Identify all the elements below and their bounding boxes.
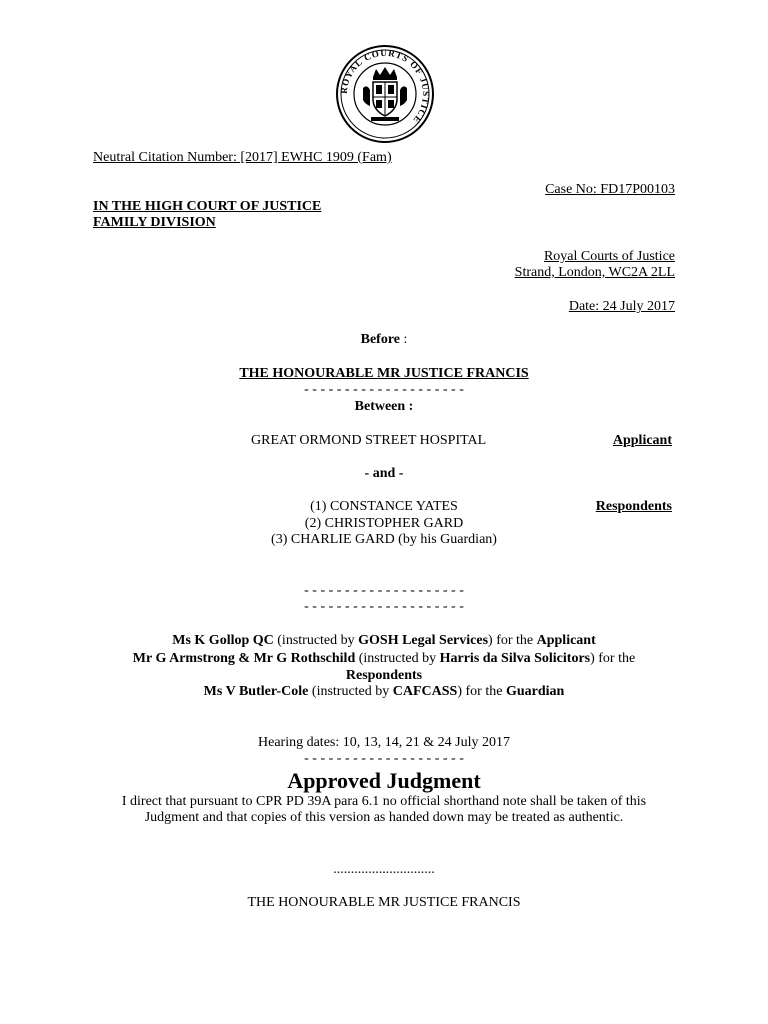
before-label bbox=[0, 332, 768, 348]
court-division: FAMILY DIVISION bbox=[93, 215, 216, 230]
direction-line-2: Judgment and that copies of this version as handed down may be treated as authentic. bbox=[144, 810, 624, 825]
counsel-name: Mr G Armstrong & Mr G Rothschild bbox=[132, 651, 356, 666]
counsel-instructed: (instructed by bbox=[273, 633, 359, 648]
respondent-3: (3) CHARLIE GARD (by his Guardian) bbox=[271, 532, 497, 547]
hearing-dates: Hearing dates: 10, 13, 14, 21 & 24 July 2017 bbox=[258, 735, 510, 750]
judge-name: THE HONOURABLE MR JUSTICE FRANCIS bbox=[239, 366, 529, 381]
dashed-rule: - - - - - - - - - - - - - - - - - - - - bbox=[304, 382, 464, 397]
direction-line-1: I direct that pursuant to CPR PD 39A para 6.1 no official shorthand note shall be taken of this bbox=[121, 794, 647, 809]
counsel-party: Applicant bbox=[536, 633, 596, 648]
court-address-line1: Royal Courts of Justice bbox=[543, 249, 675, 264]
counsel-for: ) for the bbox=[488, 633, 537, 648]
signatory-name: THE HONOURABLE MR JUSTICE FRANCIS bbox=[247, 895, 521, 910]
counsel-respondents bbox=[0, 651, 768, 667]
dashed-rule: - - - - - - - - - - - - - - - - - - - - bbox=[304, 583, 464, 598]
counsel-instructed: (instructed by bbox=[308, 684, 393, 699]
counsel-name: Ms K Gollop QC bbox=[172, 633, 274, 648]
judgment-date: Date: 24 July 2017 bbox=[568, 299, 675, 314]
and-separator: - and - bbox=[364, 466, 404, 481]
approved-judgment-title: Approved Judgment bbox=[287, 768, 481, 793]
counsel-firm: GOSH Legal Services bbox=[358, 633, 489, 648]
court-name: IN THE HIGH COURT OF JUSTICE bbox=[93, 199, 322, 214]
counsel-respondents-party: Respondents bbox=[345, 668, 423, 683]
counsel-firm: CAFCASS bbox=[392, 684, 458, 699]
counsel-for: ) for the bbox=[590, 651, 636, 666]
counsel-applicant bbox=[0, 633, 768, 649]
case-number: Case No: FD17P00103 bbox=[545, 182, 675, 197]
respondents-role: Respondents bbox=[595, 499, 672, 514]
counsel-party: Guardian bbox=[505, 684, 565, 699]
court-address-line2: Strand, London, WC2A 2LL bbox=[514, 265, 675, 280]
counsel-name: Ms V Butler-Cole bbox=[203, 684, 309, 699]
counsel-guardian bbox=[0, 684, 768, 700]
before-label-colon: : bbox=[400, 332, 408, 347]
neutral-citation: Neutral Citation Number: [2017] EWHC 1909 (Fam) bbox=[93, 150, 392, 165]
respondent-1: (1) CONSTANCE YATES bbox=[310, 499, 458, 514]
dashed-rule: - - - - - - - - - - - - - - - - - - - - bbox=[304, 599, 464, 614]
dashed-rule: - - - - - - - - - - - - - - - - - - - - bbox=[304, 751, 464, 766]
between-label: Between : bbox=[354, 399, 414, 414]
before-label-text: Before bbox=[360, 332, 400, 347]
counsel-for: ) for the bbox=[457, 684, 506, 699]
seal-ring-text: ROYAL COURTS OF JUSTICE bbox=[338, 47, 432, 126]
applicant-role: Applicant bbox=[612, 433, 672, 448]
signature-line: ............................. bbox=[333, 862, 435, 877]
royal-courts-seal-icon bbox=[335, 44, 435, 144]
applicant-name: GREAT ORMOND STREET HOSPITAL bbox=[251, 433, 487, 448]
respondent-2: (2) CHRISTOPHER GARD bbox=[304, 516, 464, 531]
counsel-instructed: (instructed by bbox=[355, 651, 440, 666]
counsel-firm: Harris da Silva Solicitors bbox=[439, 651, 591, 666]
